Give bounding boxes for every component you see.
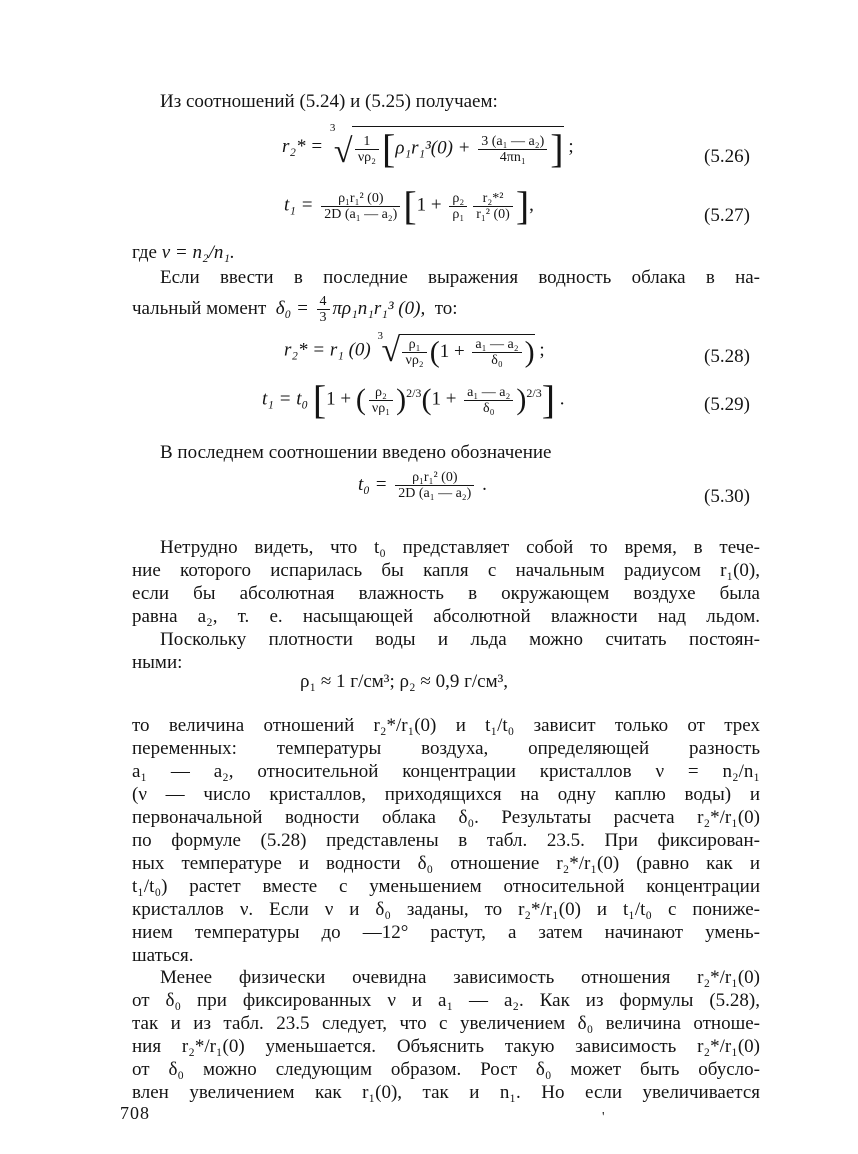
equation-5-28: r₂* = r₁ (0) 3 √ $\frac{\text{ρ₁}}{\text{νρ₂}}$ (1 + $\frac{\text{a₁ — a₂}}{\text{δ₀}}$ ) ; bbox=[284, 330, 545, 369]
paragraph-3-line: шаться. bbox=[132, 945, 194, 966]
paragraph-3-line: t₁/t₀) растет вместе с уменьшением относительной концентрации bbox=[132, 876, 760, 897]
paragraph-1-line: если бы абсолютная влажность в окружающем воздухе была bbox=[132, 583, 760, 604]
paragraph-3-line: первоначальной водности облака δ₀. Результаты расчета r₂*/r₁(0) bbox=[132, 807, 760, 828]
paragraph-3-line: нием температуры до —12° растут, а затем начинают умень- bbox=[132, 922, 760, 943]
notation-text: В последнем соотношении введено обозначение bbox=[160, 442, 552, 463]
paragraph-4-line: так и из табл. 23.5 следует, что с увеличением δ₀ величина отноше- bbox=[132, 1013, 760, 1034]
paragraph-4-line: от δ₀ можно следующим образом. Рост δ₀ может быть обусло- bbox=[132, 1059, 760, 1080]
paragraph-4-line: Менее физически очевидна зависимость отношения r₂*/r₁(0) bbox=[160, 967, 760, 988]
paragraph-3-line: по формуле (5.28) представлены в табл. 23.5. При фиксирован- bbox=[132, 830, 760, 851]
paragraph-3-line: a₁ — a₂, относительной концентрации кристаллов ν = n₂/n₁ bbox=[132, 761, 760, 782]
equation-5-29: t₁ = t₀ [1 + ( $\frac{\text{ρ₂}}{\text{νρ₁}}$ )$^{2/3}$(1 + $\frac{\text{a₁ — a₂}}{\text{δ₀}}$ )$^{2/3}$] . bbox=[262, 377, 565, 422]
paragraph-water-line-2: чальный момент δ₀ = $\frac{4}{3}$ πρ₁n₁r₁³ (0), то: bbox=[132, 294, 458, 325]
intro-text: Из соотношений (5.24) и (5.25) получаем: bbox=[160, 91, 498, 112]
paragraph-4-line: ния r₂*/r₁(0) уменьшается. Объяснить такую зависимость r₂*/r₁(0) bbox=[132, 1036, 760, 1057]
paragraph-1-line: ние которого испарилась бы капля с начальным радиусом r₁(0), bbox=[132, 560, 760, 581]
paragraph-2-line: ными: bbox=[132, 652, 183, 673]
equation-5-27: t₁ = $\frac{\text{ρ₁r₁² (0)}}{\text{2D (a₁ — a₂)}}$ [1 + $\frac{\text{ρ₂}}{\text{ρ₁}}$ $\frac{\text{r₂*²}}{\text{r₁² (0)}}$ ], bbox=[284, 183, 534, 228]
page-number: 708 bbox=[120, 1103, 150, 1123]
paragraph-2-line: Поскольку плотности воды и льда можно считать постоян- bbox=[160, 629, 760, 650]
equation-number-5-27: (5.27) bbox=[704, 205, 750, 226]
paragraph-1-line: равна a₂, т. е. насыщающей абсолютной влажности над льдом. bbox=[132, 606, 760, 627]
paragraph-3-line: кристаллов ν. Если ν и δ₀ заданы, то r₂*/r₁(0) и t₁/t₀ с пониже- bbox=[132, 899, 760, 920]
paragraph-3-line: то величина отношений r₂*/r₁(0) и t₁/t₀ зависит только от трех bbox=[132, 715, 760, 736]
paragraph-3-line: ных температуре и водности δ₀ отношение r₂*/r₁(0) (равно как и bbox=[132, 853, 760, 874]
paragraph-1-line: Нетрудно видеть, что t₀ представляет собой то время, в тече- bbox=[160, 537, 760, 558]
equation-number-5-28: (5.28) bbox=[704, 346, 750, 367]
where-line: где ν = n₂/n₁. bbox=[132, 242, 235, 263]
equation-number-5-26: (5.26) bbox=[704, 146, 750, 167]
density-formula: ρ₁ ≈ 1 г/см³; ρ₂ ≈ 0,9 г/см³, bbox=[300, 671, 509, 692]
paragraph-4-line: от δ₀ при фиксированных ν и a₁ — a₂. Как из формулы (5.28), bbox=[132, 990, 760, 1011]
paragraph-3-line: переменных: температуры воздуха, определяющей разность bbox=[132, 738, 760, 759]
equation-5-26: r₂* = 3 √ $\frac{1}{\text{νρ₂}}$ [ρ₁r₁³(0) + $\frac{\text{3 (a₁ — a₂)}}{\text{4πn₁}}$ ] ; bbox=[282, 122, 574, 171]
stray-mark: ' bbox=[602, 1110, 605, 1125]
equation-number-5-30: (5.30) bbox=[704, 486, 750, 507]
paragraph-water-line-1: Если ввести в последние выражения водность облака в на- bbox=[160, 267, 760, 288]
equation-number-5-29: (5.29) bbox=[704, 394, 750, 415]
equation-5-30: t₀ = $\frac{\text{ρ₁r₁² (0)}}{\text{2D (a₁ — a₂)}}$ . bbox=[358, 470, 487, 501]
paragraph-3-line: (ν — число кристаллов, приходящихся на одну каплю воды) и bbox=[132, 784, 760, 805]
paragraph-4-line: влен увеличением как r₁(0), так и n₁. Но если увеличивается bbox=[132, 1082, 760, 1103]
